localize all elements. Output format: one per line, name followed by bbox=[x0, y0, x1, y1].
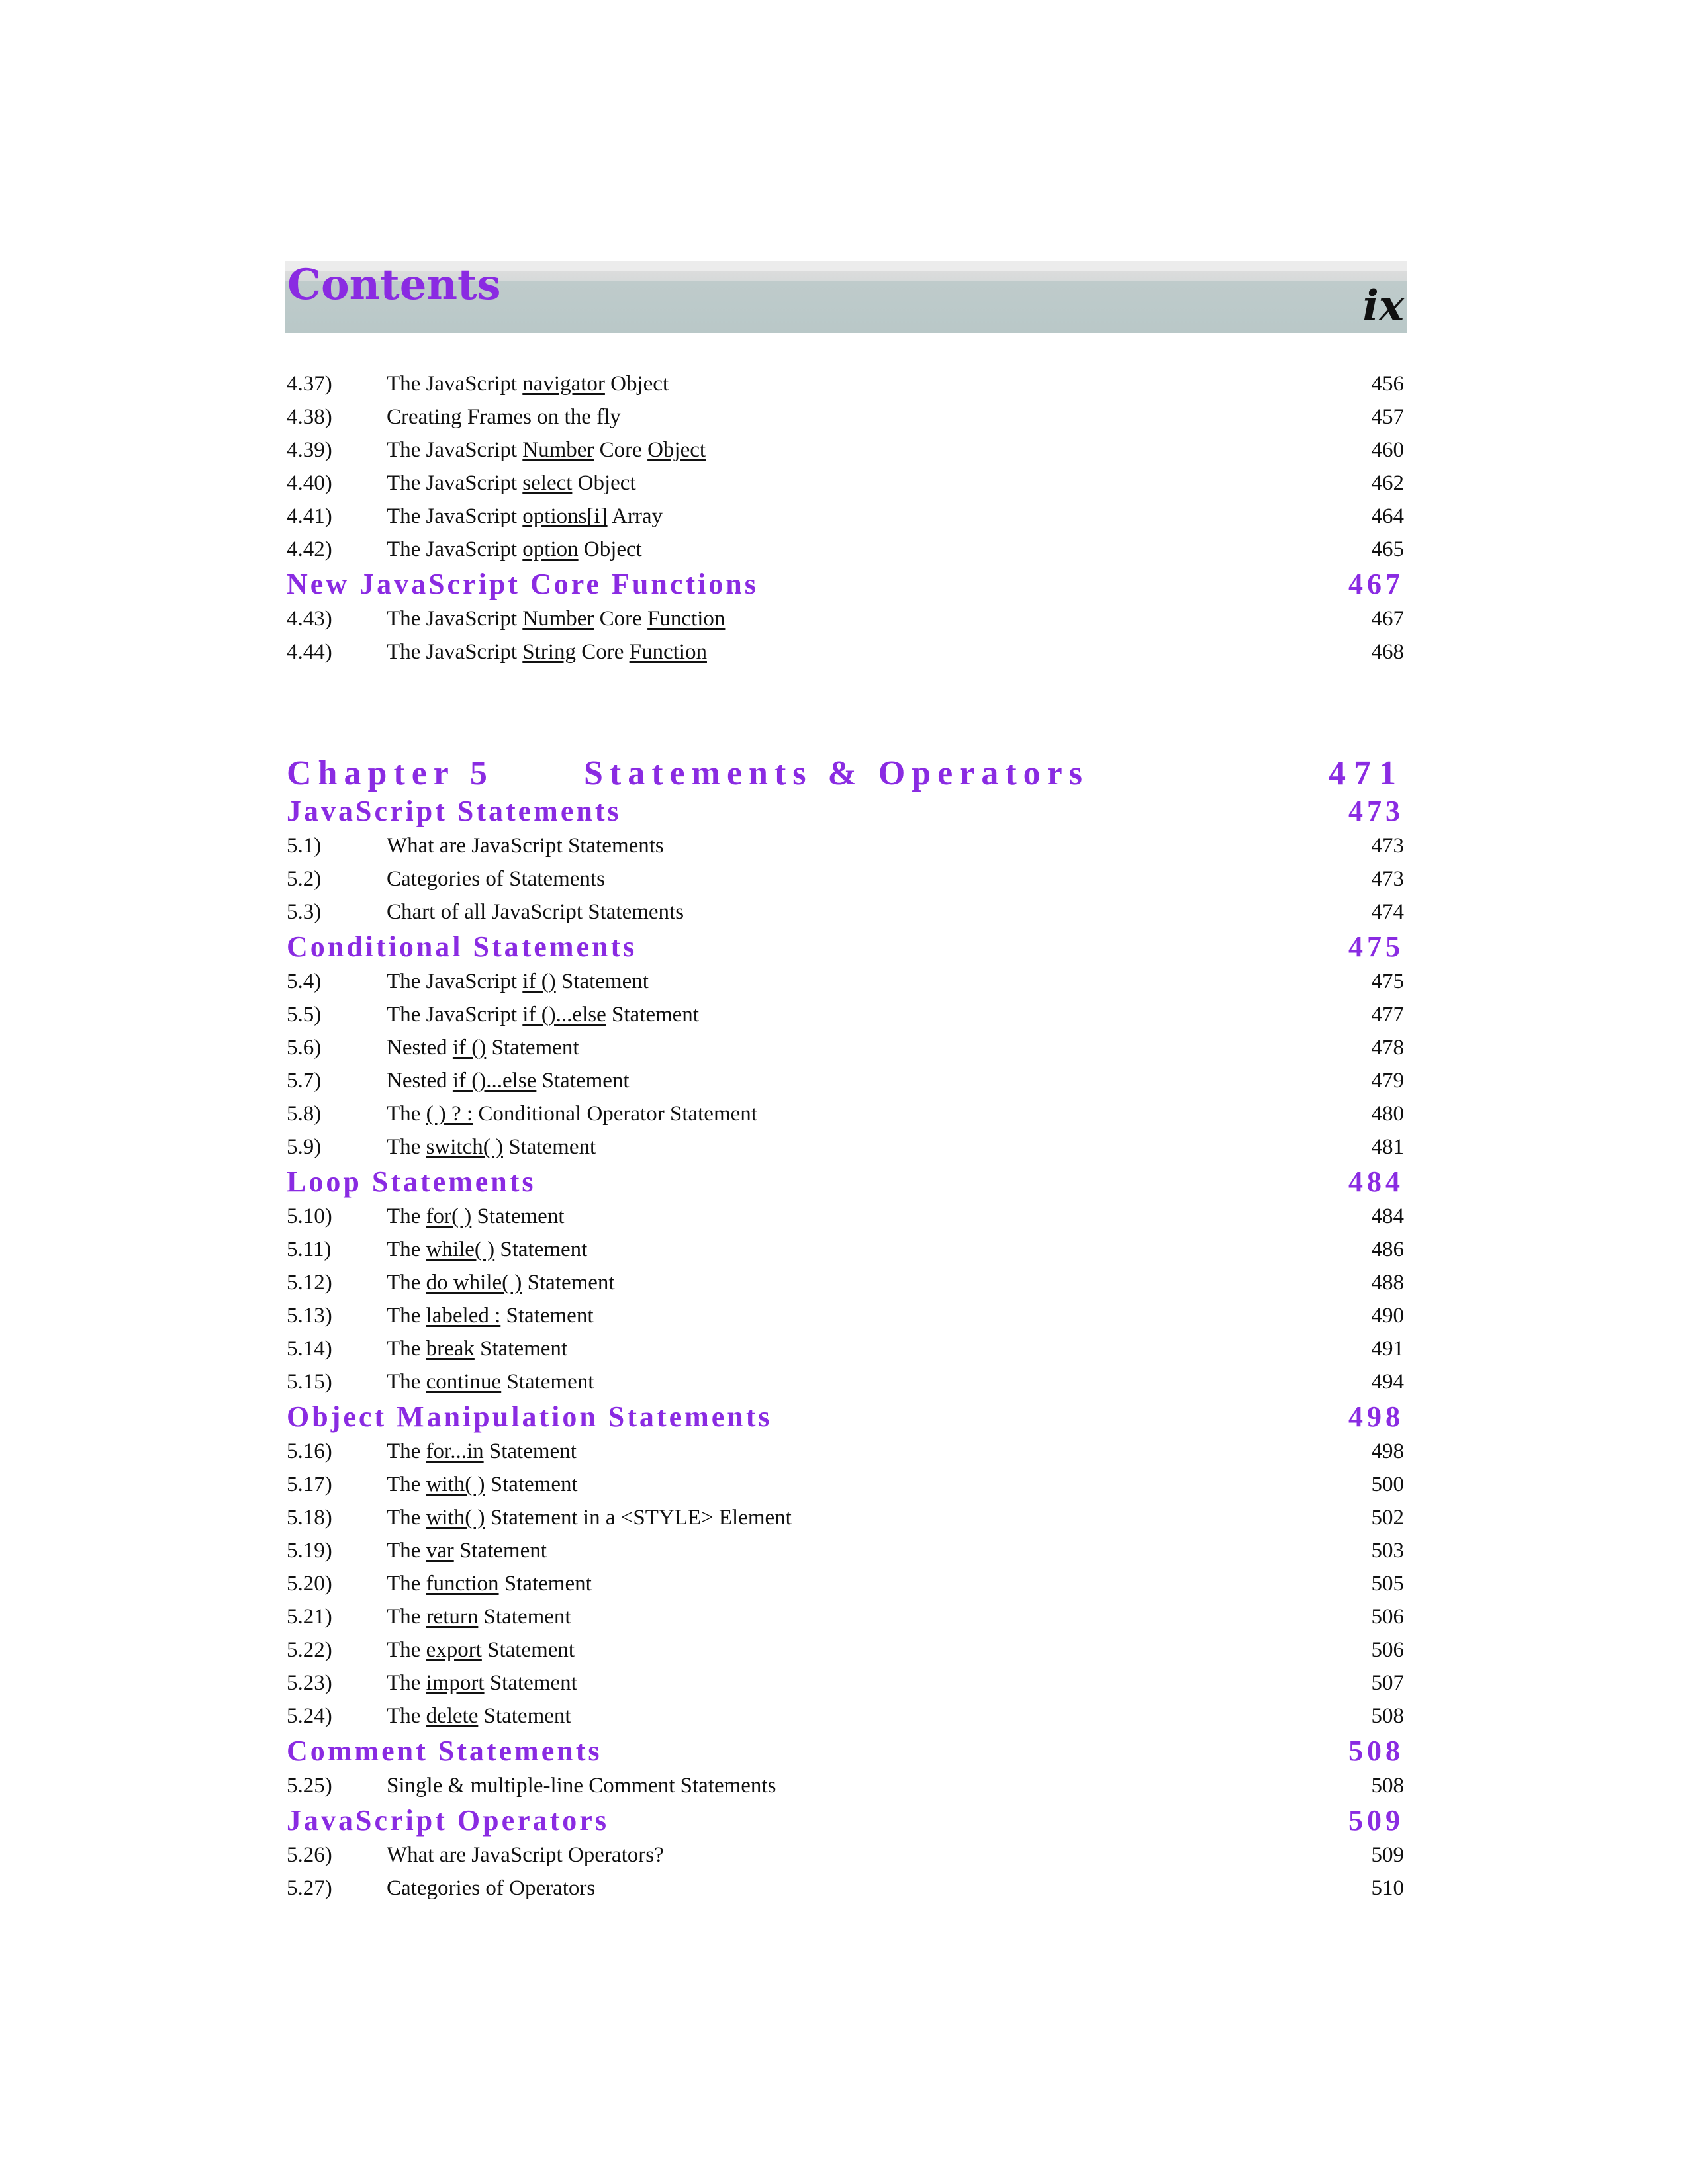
entry-number: 4.44) bbox=[287, 640, 332, 664]
entry-page-number: 457 bbox=[1371, 405, 1404, 429]
entry-number: 5.6) bbox=[287, 1036, 322, 1060]
entry-page-number: 480 bbox=[1371, 1102, 1404, 1126]
entry-page-number: 503 bbox=[1371, 1539, 1404, 1563]
entry-keyword: if ()...else bbox=[522, 1003, 606, 1026]
entry-text: Nested bbox=[387, 1069, 453, 1093]
entry-page-number: 473 bbox=[1371, 867, 1404, 891]
chapter-label: Chapter 5 bbox=[287, 754, 494, 792]
toc-entry[interactable] bbox=[285, 1633, 1407, 1666]
entry-page-number: 462 bbox=[1371, 471, 1404, 495]
entry-title bbox=[387, 1233, 587, 1266]
entry-text: The JavaScript bbox=[387, 372, 523, 396]
entry-keyword: if () bbox=[452, 1036, 487, 1060]
entry-page-number: 505 bbox=[1371, 1572, 1404, 1596]
entry-number: 5.2) bbox=[287, 867, 322, 891]
entry-keyword: export bbox=[426, 1638, 482, 1662]
entry-text: Statement bbox=[536, 1069, 630, 1093]
entry-keyword: Function bbox=[647, 607, 726, 631]
entry-title bbox=[387, 467, 636, 500]
entry-keyword: function bbox=[426, 1572, 499, 1596]
entry-text: Object bbox=[572, 471, 636, 495]
entry-text: The JavaScript bbox=[387, 640, 523, 664]
entry-keyword: for( ) bbox=[426, 1205, 472, 1228]
entry-keyword: select bbox=[522, 471, 573, 495]
toc-group bbox=[285, 367, 1407, 566]
entry-text: The JavaScript bbox=[387, 970, 523, 993]
toc-entry[interactable] bbox=[285, 1534, 1407, 1567]
entry-number: 5.4) bbox=[287, 970, 322, 993]
entry-title bbox=[387, 635, 707, 668]
entry-page-number: 510 bbox=[1371, 1876, 1404, 1900]
section-heading-core-functions[interactable] bbox=[285, 566, 1407, 602]
section-heading-operators[interactable] bbox=[285, 1802, 1407, 1839]
entry-page-number: 509 bbox=[1371, 1843, 1404, 1867]
section-heading-comment[interactable] bbox=[285, 1733, 1407, 1769]
section-page-number: 467 bbox=[1348, 568, 1404, 600]
entry-title bbox=[387, 400, 621, 433]
entry-number: 5.1) bbox=[287, 834, 322, 858]
entry-text: The bbox=[387, 1539, 426, 1563]
section-heading-object-manipulation[interactable] bbox=[285, 1398, 1407, 1435]
entry-title bbox=[387, 433, 706, 467]
entry-text: What are JavaScript Operators? bbox=[387, 1843, 664, 1867]
entry-number: 4.42) bbox=[287, 537, 332, 561]
entry-text: The JavaScript bbox=[387, 537, 523, 561]
entry-title bbox=[387, 1501, 792, 1534]
entry-title bbox=[387, 895, 684, 929]
toc-entry[interactable] bbox=[285, 635, 1407, 668]
entry-page-number: 477 bbox=[1371, 1003, 1404, 1026]
entry-number: 5.10) bbox=[287, 1205, 332, 1228]
entry-number: 5.9) bbox=[287, 1135, 322, 1159]
entry-keyword: Number bbox=[522, 607, 594, 631]
entry-page-number: 500 bbox=[1371, 1473, 1404, 1496]
toc-entry[interactable] bbox=[285, 1130, 1407, 1163]
table-of-contents bbox=[285, 367, 1407, 1905]
section-heading-js-statements[interactable] bbox=[285, 793, 1407, 829]
entry-number: 4.39) bbox=[287, 438, 332, 462]
entry-page-number: 460 bbox=[1371, 438, 1404, 462]
entry-number: 5.26) bbox=[287, 1843, 332, 1867]
entry-text: The bbox=[387, 1506, 426, 1529]
toc-entry[interactable] bbox=[285, 602, 1407, 635]
entry-number: 5.5) bbox=[287, 1003, 322, 1026]
entry-number: 5.14) bbox=[287, 1337, 332, 1361]
entry-text: Core bbox=[594, 438, 648, 462]
entry-keyword: return bbox=[426, 1605, 479, 1629]
entry-keyword: delete bbox=[426, 1704, 479, 1728]
entry-keyword: navigator bbox=[522, 372, 605, 396]
toc-entry[interactable] bbox=[285, 467, 1407, 500]
entry-text: Core bbox=[594, 607, 648, 631]
entry-text: Object bbox=[604, 372, 669, 396]
entry-number: 5.11) bbox=[287, 1238, 332, 1261]
entry-keyword: continue bbox=[426, 1370, 502, 1394]
entry-page-number: 494 bbox=[1371, 1370, 1404, 1394]
entry-title bbox=[387, 829, 664, 862]
entry-text: Statement in a <STYLE> Element bbox=[485, 1506, 792, 1529]
chapter-page-number: 471 bbox=[1329, 754, 1404, 792]
entry-text: The JavaScript bbox=[387, 438, 523, 462]
entry-number: 5.19) bbox=[287, 1539, 332, 1563]
entry-text: Statement bbox=[453, 1539, 547, 1563]
toc-entry[interactable] bbox=[285, 1266, 1407, 1299]
entry-text: Object bbox=[578, 537, 642, 561]
entry-number: 4.41) bbox=[287, 504, 332, 528]
toc-entry[interactable] bbox=[285, 1031, 1407, 1064]
toc-entry[interactable] bbox=[285, 1064, 1407, 1097]
entry-text: Statement bbox=[486, 1036, 579, 1060]
chapter-title: Statements & Operators bbox=[584, 754, 1089, 792]
entry-title bbox=[387, 998, 699, 1031]
toc-entry[interactable] bbox=[285, 1332, 1407, 1365]
entry-page-number: 491 bbox=[1371, 1337, 1404, 1361]
entry-text: The bbox=[387, 1238, 426, 1261]
toc-entry[interactable] bbox=[285, 895, 1407, 929]
entry-text: The bbox=[387, 1605, 426, 1629]
entry-keyword: Function bbox=[629, 640, 707, 664]
entry-keyword: import bbox=[426, 1671, 485, 1695]
entry-page-number: 464 bbox=[1371, 504, 1404, 528]
entry-page-number: 475 bbox=[1371, 970, 1404, 993]
entry-text: The bbox=[387, 1473, 426, 1496]
toc-entry[interactable] bbox=[285, 1700, 1407, 1733]
toc-group bbox=[285, 1769, 1407, 1802]
toc-entry[interactable] bbox=[285, 1600, 1407, 1633]
section-title: Comment Statements bbox=[287, 1735, 602, 1767]
entry-number: 5.22) bbox=[287, 1638, 332, 1662]
entry-text: The bbox=[387, 1638, 426, 1662]
entry-title bbox=[387, 1435, 577, 1468]
entry-title bbox=[387, 1064, 630, 1097]
entry-title bbox=[387, 965, 649, 998]
entry-text: Core bbox=[575, 640, 630, 664]
entry-text: The JavaScript bbox=[387, 607, 523, 631]
entry-page-number: 488 bbox=[1371, 1271, 1404, 1295]
entry-keyword: while( ) bbox=[426, 1238, 495, 1261]
toc-entry[interactable] bbox=[285, 1435, 1407, 1468]
entry-text: The bbox=[387, 1205, 426, 1228]
section-page-number: 475 bbox=[1348, 931, 1404, 963]
entry-text: The bbox=[387, 1572, 426, 1596]
entry-keyword: var bbox=[426, 1539, 454, 1563]
entry-number: 4.40) bbox=[287, 471, 332, 495]
section-page-number: 498 bbox=[1348, 1400, 1404, 1433]
entry-keyword: option bbox=[522, 537, 579, 561]
toc-entry[interactable] bbox=[285, 533, 1407, 566]
toc-entry[interactable] bbox=[285, 433, 1407, 467]
entry-text: The bbox=[387, 1271, 426, 1295]
entry-text: Statement bbox=[474, 1337, 568, 1361]
toc-entry[interactable] bbox=[285, 500, 1407, 533]
toc-entry[interactable] bbox=[285, 862, 1407, 895]
entry-title bbox=[387, 1130, 596, 1163]
entry-title bbox=[387, 1600, 571, 1633]
entry-text: Conditional Operator Statement bbox=[473, 1102, 757, 1126]
entry-text: Creating Frames on the fly bbox=[387, 405, 621, 429]
entry-text: Statement bbox=[494, 1238, 588, 1261]
entry-keyword: do while( ) bbox=[426, 1271, 522, 1295]
entry-number: 4.43) bbox=[287, 607, 332, 631]
entry-number: 5.27) bbox=[287, 1876, 332, 1900]
entry-text: Single & multiple-line Comment Statements bbox=[387, 1774, 776, 1797]
entry-text: The bbox=[387, 1102, 426, 1126]
section-page-number: 508 bbox=[1348, 1735, 1404, 1767]
section-title: New JavaScript Core Functions bbox=[287, 568, 759, 600]
entry-page-number: 508 bbox=[1371, 1774, 1404, 1797]
entry-page-number: 479 bbox=[1371, 1069, 1404, 1093]
entry-number: 5.12) bbox=[287, 1271, 332, 1295]
contents-header-bar bbox=[285, 261, 1407, 333]
page-number-roman: ix bbox=[1362, 281, 1404, 331]
toc-entry[interactable] bbox=[285, 1501, 1407, 1534]
section-page-number: 509 bbox=[1348, 1804, 1404, 1837]
toc-entry[interactable] bbox=[285, 367, 1407, 400]
toc-entry[interactable] bbox=[285, 1299, 1407, 1332]
entry-text: The bbox=[387, 1304, 426, 1328]
section-page-number: 484 bbox=[1348, 1165, 1404, 1198]
entry-page-number: 490 bbox=[1371, 1304, 1404, 1328]
entry-keyword: if () bbox=[522, 970, 556, 993]
entry-keyword: Number bbox=[522, 438, 594, 462]
section-title: Loop Statements bbox=[287, 1165, 536, 1198]
toc-entry[interactable] bbox=[285, 1200, 1407, 1233]
entry-page-number: 484 bbox=[1371, 1205, 1404, 1228]
entry-page-number: 506 bbox=[1371, 1605, 1404, 1629]
entry-title bbox=[387, 1534, 547, 1567]
entry-text: The bbox=[387, 1337, 426, 1361]
entry-text: Array bbox=[607, 504, 663, 528]
entry-text: Statement bbox=[484, 1671, 577, 1695]
entry-text: Statement bbox=[485, 1473, 578, 1496]
toc-entry[interactable] bbox=[285, 1233, 1407, 1266]
entry-number: 5.15) bbox=[287, 1370, 332, 1394]
entry-title bbox=[387, 1299, 593, 1332]
entry-text: Statement bbox=[522, 1271, 615, 1295]
toc-group bbox=[285, 829, 1407, 929]
entry-page-number: 506 bbox=[1371, 1638, 1404, 1662]
entry-page-number: 474 bbox=[1371, 900, 1404, 924]
entry-title bbox=[387, 1567, 592, 1600]
section-title: JavaScript Statements bbox=[287, 795, 622, 827]
entry-page-number: 498 bbox=[1371, 1439, 1404, 1463]
toc-entry[interactable] bbox=[285, 965, 1407, 998]
toc-page bbox=[285, 261, 1407, 1905]
entry-text: The bbox=[387, 1370, 426, 1394]
entry-title bbox=[387, 1872, 595, 1905]
toc-group bbox=[285, 602, 1407, 668]
entry-text: Statement bbox=[500, 1304, 594, 1328]
entry-keyword: options[i] bbox=[522, 504, 608, 528]
entry-text: The bbox=[387, 1135, 426, 1159]
entry-title bbox=[387, 367, 669, 400]
toc-entry[interactable] bbox=[285, 1666, 1407, 1700]
entry-text: Statement bbox=[502, 1135, 596, 1159]
section-title: Conditional Statements bbox=[287, 931, 637, 963]
entry-title bbox=[387, 1633, 575, 1666]
entry-keyword: break bbox=[426, 1337, 475, 1361]
entry-keyword: switch( ) bbox=[426, 1135, 503, 1159]
section-heading-conditional[interactable] bbox=[285, 929, 1407, 965]
entry-number: 5.18) bbox=[287, 1506, 332, 1529]
toc-entry[interactable] bbox=[285, 1567, 1407, 1600]
entry-title bbox=[387, 862, 605, 895]
entry-number: 5.13) bbox=[287, 1304, 332, 1328]
toc-entry[interactable] bbox=[285, 1097, 1407, 1130]
section-title: Object Manipulation Statements bbox=[287, 1400, 773, 1433]
toc-entry[interactable] bbox=[285, 400, 1407, 433]
toc-entry[interactable] bbox=[285, 1872, 1407, 1905]
entry-number: 5.16) bbox=[287, 1439, 332, 1463]
entry-text: The bbox=[387, 1704, 426, 1728]
entry-number: 5.3) bbox=[287, 900, 322, 924]
entry-text: Statement bbox=[478, 1605, 571, 1629]
entry-page-number: 502 bbox=[1371, 1506, 1404, 1529]
entry-number: 5.24) bbox=[287, 1704, 332, 1728]
entry-number: 5.17) bbox=[287, 1473, 332, 1496]
toc-group bbox=[285, 1839, 1407, 1905]
toc-group bbox=[285, 1435, 1407, 1733]
toc-entry[interactable] bbox=[285, 1769, 1407, 1802]
entry-title bbox=[387, 1266, 615, 1299]
entry-page-number: 486 bbox=[1371, 1238, 1404, 1261]
entry-number: 5.21) bbox=[287, 1605, 332, 1629]
section-heading-loop[interactable] bbox=[285, 1163, 1407, 1200]
entry-keyword: with( ) bbox=[426, 1473, 485, 1496]
toc-entry[interactable] bbox=[285, 1839, 1407, 1872]
entry-number: 5.20) bbox=[287, 1572, 332, 1596]
entry-title bbox=[387, 1769, 776, 1802]
entry-title bbox=[387, 533, 642, 566]
entry-text: Nested bbox=[387, 1036, 453, 1060]
entry-title bbox=[387, 1097, 757, 1130]
entry-title bbox=[387, 1666, 577, 1700]
toc-group bbox=[285, 965, 1407, 1163]
entry-page-number: 468 bbox=[1371, 640, 1404, 664]
entry-text: The JavaScript bbox=[387, 471, 523, 495]
entry-title bbox=[387, 1200, 565, 1233]
entry-text: The bbox=[387, 1439, 426, 1463]
entry-page-number: 465 bbox=[1371, 537, 1404, 561]
section-title: JavaScript Operators bbox=[287, 1804, 609, 1837]
entry-text: Statement bbox=[481, 1638, 575, 1662]
entry-text: The bbox=[387, 1671, 426, 1695]
entry-title bbox=[387, 1700, 571, 1733]
entry-keyword: labeled : bbox=[426, 1304, 501, 1328]
toc-entry[interactable] bbox=[285, 1365, 1407, 1398]
entry-title bbox=[387, 602, 725, 635]
entry-keyword: ( ) ? : bbox=[426, 1102, 473, 1126]
entry-text: The JavaScript bbox=[387, 504, 523, 528]
entry-text: Statement bbox=[498, 1572, 592, 1596]
toc-group bbox=[285, 1200, 1407, 1398]
toc-entry[interactable] bbox=[285, 998, 1407, 1031]
entry-text: Statement bbox=[501, 1370, 594, 1394]
entry-keyword: if ()...else bbox=[452, 1069, 537, 1093]
entry-title bbox=[387, 500, 663, 533]
toc-entry[interactable] bbox=[285, 1468, 1407, 1501]
entry-page-number: 456 bbox=[1371, 372, 1404, 396]
entry-text: What are JavaScript Statements bbox=[387, 834, 664, 858]
toc-entry[interactable] bbox=[285, 829, 1407, 862]
entry-number: 4.38) bbox=[287, 405, 332, 429]
entry-text: Statement bbox=[478, 1704, 571, 1728]
entry-title bbox=[387, 1839, 664, 1872]
entry-text: Statement bbox=[606, 1003, 699, 1026]
entry-text: The JavaScript bbox=[387, 1003, 523, 1026]
entry-text: Chart of all JavaScript Statements bbox=[387, 900, 684, 924]
chapter-heading[interactable] bbox=[285, 754, 1407, 793]
entry-text: Statement bbox=[471, 1205, 565, 1228]
entry-text: Categories of Statements bbox=[387, 867, 605, 891]
entry-text: Categories of Operators bbox=[387, 1876, 596, 1900]
entry-page-number: 467 bbox=[1371, 607, 1404, 631]
entry-title bbox=[387, 1365, 594, 1398]
page-title: Contents bbox=[287, 260, 501, 310]
entry-keyword: String bbox=[522, 640, 576, 664]
entry-keyword: with( ) bbox=[426, 1506, 485, 1529]
entry-keyword: Object bbox=[647, 438, 706, 462]
entry-page-number: 507 bbox=[1371, 1671, 1404, 1695]
section-page-number: 473 bbox=[1348, 795, 1404, 827]
entry-title bbox=[387, 1332, 567, 1365]
entry-title bbox=[387, 1031, 579, 1064]
entry-title bbox=[387, 1468, 578, 1501]
entry-text: Statement bbox=[483, 1439, 577, 1463]
entry-keyword: for...in bbox=[426, 1439, 484, 1463]
entry-number: 4.37) bbox=[287, 372, 332, 396]
entry-page-number: 473 bbox=[1371, 834, 1404, 858]
entry-number: 5.25) bbox=[287, 1774, 332, 1797]
entry-page-number: 508 bbox=[1371, 1704, 1404, 1728]
entry-number: 5.23) bbox=[287, 1671, 332, 1695]
entry-page-number: 481 bbox=[1371, 1135, 1404, 1159]
entry-number: 5.7) bbox=[287, 1069, 322, 1093]
entry-page-number: 478 bbox=[1371, 1036, 1404, 1060]
entry-number: 5.8) bbox=[287, 1102, 322, 1126]
entry-text: Statement bbox=[555, 970, 649, 993]
